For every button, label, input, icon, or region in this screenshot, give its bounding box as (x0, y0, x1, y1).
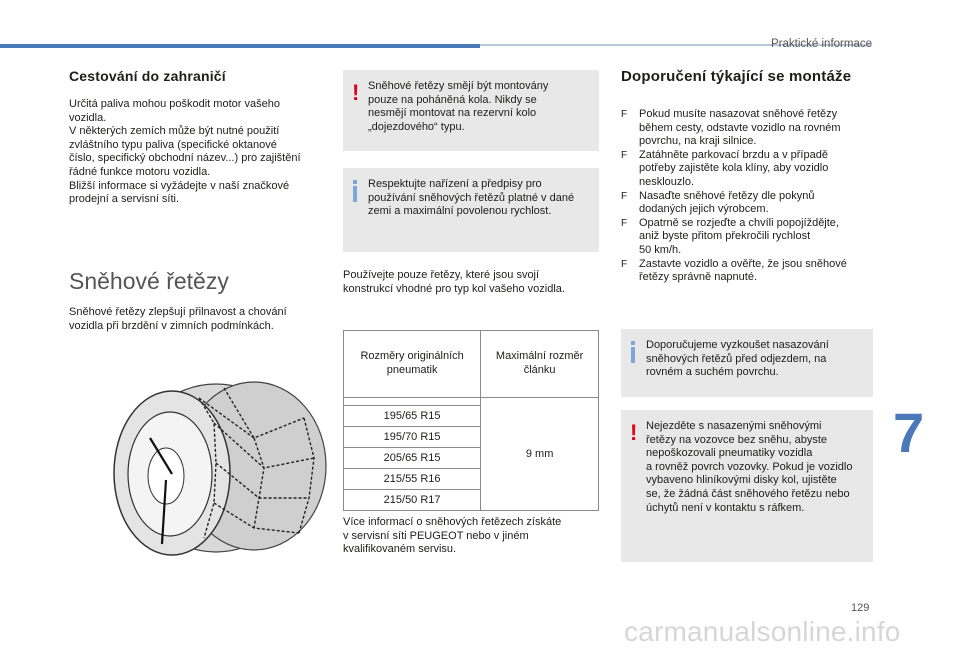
tire-with-snow-chains-illustration (104, 378, 328, 560)
travel-text: Určitá paliva mohou poškodit motor vašeho vozidla. V některých zemích může být nutné použití zvláštního typu paliva (specifické oktanové číslo, specifický obchodní název...) pro zajištění řádné funkce motoru vozidla. Bližší informace si vyžádejte v naší značkové prodejní a servisní síti. (69, 98, 301, 206)
watermark: carmanualsonline.info (624, 616, 901, 647)
page-number: 129 (851, 602, 870, 614)
section-title: Praktické informace (771, 38, 872, 50)
warning-box-text: Sněhové řetězy smějí být montovány pouze na poháněná kola. Nikdy se nesmějí montovat na rezervní kolo „dojezdového“ typu. (368, 80, 549, 133)
info-icon (353, 180, 357, 202)
list-item: F Zatáhněte parkovací brzdu a v případě potřeby zajistěte kola klíny, aby vozidlo nesklouzlo. (621, 148, 829, 188)
info-icon (631, 341, 635, 363)
col-header-tyre-size: Rozměry originálních pneumatik (344, 331, 481, 398)
list-item: F Nasaďte sněhové řetězy dle pokynů dodaných jejich výrobcem. (621, 189, 815, 216)
info-box-text: Respektujte nařízení a předpisy pro používání sněhových řetězů platné v dané zemi a maximální povolenou rychlost. (368, 178, 575, 218)
mounting-steps-list (621, 108, 873, 285)
list-item: F Opatrně se rozjeďte a chvíli popojíždějte, aniž byste přitom překročili rychlost 50 km/h. (621, 216, 839, 256)
list-item: F Zastavte vozidlo a ověřte, že jsou sněhové řetězy správně napnuté. (621, 257, 847, 284)
table-row: 205/65 R15 (344, 448, 599, 469)
chapter-number: 7 (893, 401, 925, 464)
use-chains-text: Používejte pouze řetězy, které jsou svojí konstrukcí vhodné pro typ kol vašeho vozidla. (343, 269, 565, 295)
travel-heading: Cestování do zahraničí (69, 68, 226, 84)
snow-chains-heading: Sněhové řetězy (69, 268, 229, 294)
bullet-f-icon: F (621, 109, 628, 120)
chain-size-table (343, 330, 599, 511)
max-link-value: 9 mm (481, 398, 599, 511)
bullet-f-icon: F (621, 217, 628, 229)
warning-box-text: Nejezděte s nasazenými sněhovými řetězy na vozovce bez sněhu, abyste nepoškozovali pneumatiky vozidla a rovněž povrch vozovky. Pokud je vozidlo vybaveno hliníkovými disky kol, ujistěte se, že žádná část sněhového řetězu nebo úchytů není v kontaktu s ráfkem. (646, 420, 853, 514)
col-header-max-link: Maximální rozměr článku (481, 331, 599, 398)
warning-box-mounting (343, 70, 599, 151)
table-row: 215/55 R16 (344, 469, 599, 490)
header-accent-bar (0, 44, 480, 48)
table-row: 215/50 R17 (344, 490, 599, 511)
snow-chains-text: Sněhové řetězy zlepšují přilnavost a chování vozidla při brzdění v zimních podmínkách. (69, 306, 287, 332)
table-header-row (344, 331, 599, 398)
warning-exclamation-icon: ! (352, 80, 360, 105)
info-box-practice (621, 329, 873, 397)
info-box-regulations (343, 168, 599, 252)
bullet-f-icon: F (621, 190, 628, 202)
table-row: 195/70 R15 (344, 427, 599, 448)
warning-box-no-snow (621, 410, 873, 562)
bullet-f-icon: F (621, 258, 628, 270)
bullet-f-icon: F (621, 149, 628, 161)
info-box-text: Doporučujeme vyzkoušet nasazování sněhových řetězů před odjezdem, na rovném a suchém povrchu. (646, 339, 829, 379)
warning-exclamation-icon: ! (630, 420, 638, 445)
table-row: 195/65 R15 (344, 406, 599, 427)
list-item: F Pokud musíte nasazovat sněhové řetězy během cesty, odstavte vozidlo na rovném povrchu, na kraji silnice. (621, 108, 841, 148)
mounting-heading: Doporučení týkající se montáže (621, 68, 852, 85)
more-info-text: Více informací o sněhových řetězech získáte v servisní síti PEUGEOT nebo v jiném kvalifikovaném servisu. (343, 516, 562, 556)
